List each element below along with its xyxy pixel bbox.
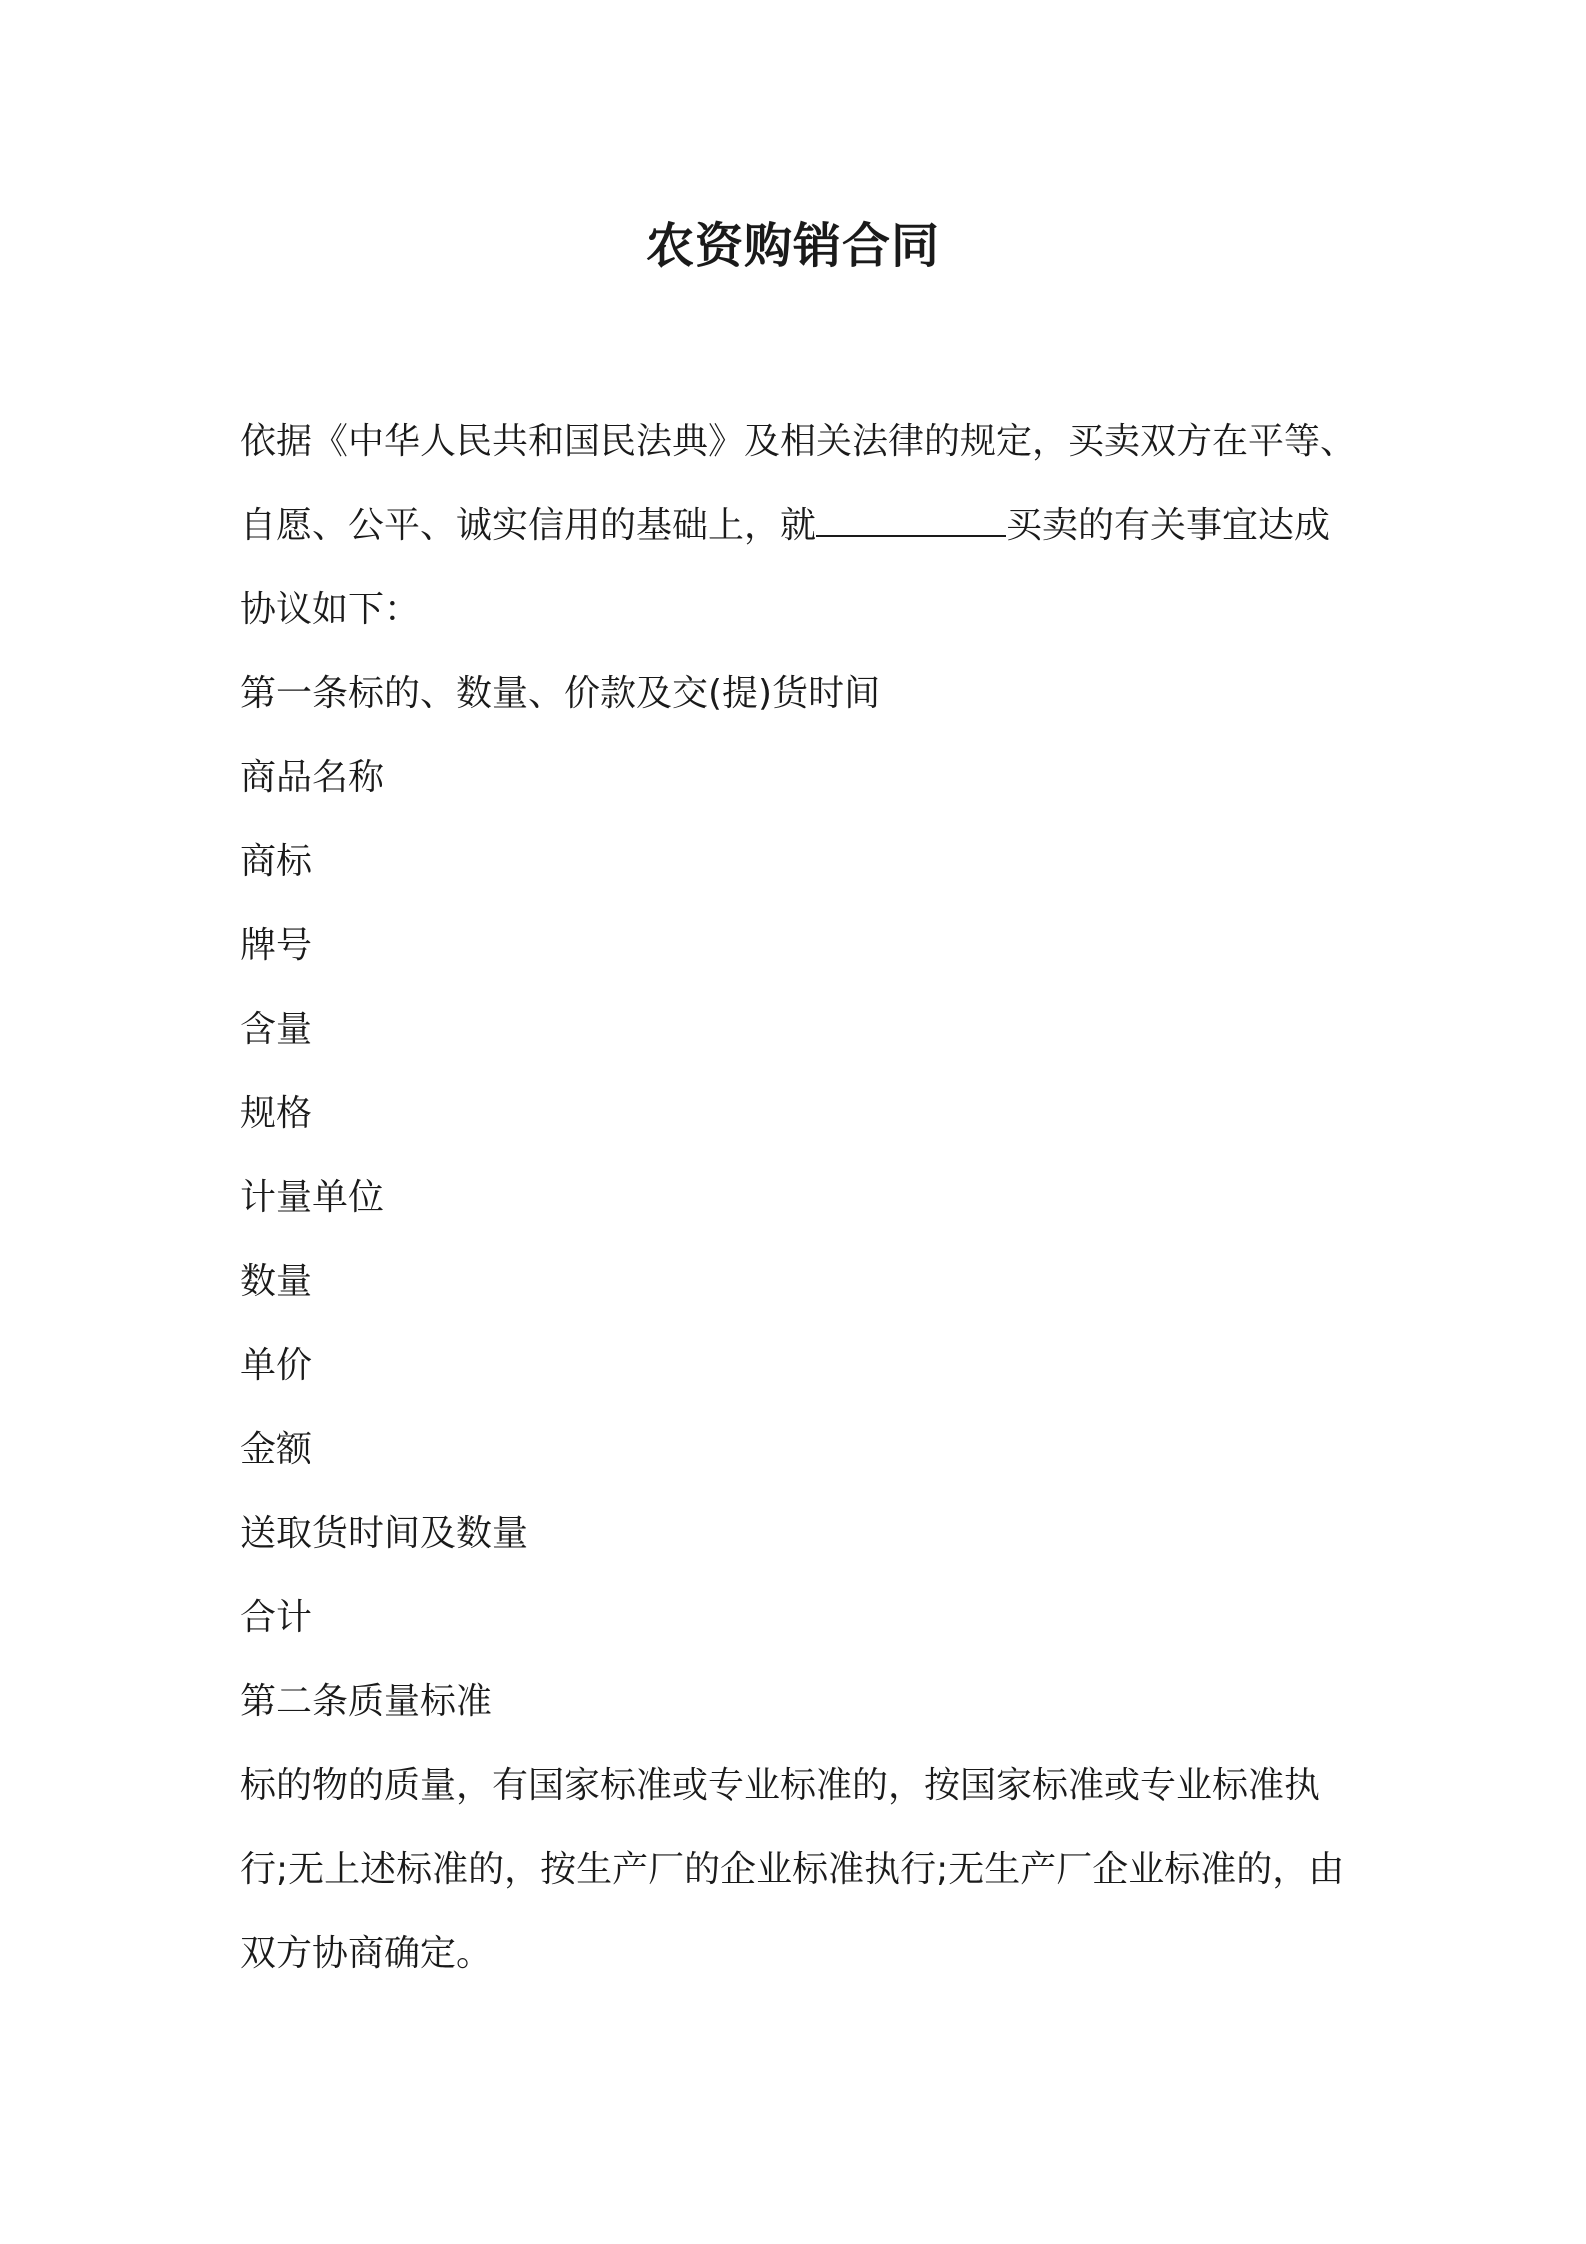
field-unit-of-measure: 计量单位 (240, 1177, 385, 1218)
field-delivery-time-and-quantity: 送取货时间及数量 (240, 1513, 529, 1554)
fill-in-blank (816, 497, 1006, 537)
article-2-heading: 第二条质量标准 (240, 1681, 493, 1722)
document-body (240, 400, 1360, 1996)
field-content: 含量 (240, 1009, 313, 1050)
intro-paragraph (240, 400, 1360, 652)
field-specification: 规格 (240, 1093, 313, 1134)
field-total: 合计 (240, 1597, 313, 1638)
article-1-heading: 第一条标的、数量、价款及交(提)货时间 (240, 673, 881, 714)
field-trademark: 商标 (240, 841, 313, 882)
intro-text-before-blank: 依据《中华人民共和国民法典》及相关法律的规定，买卖双方在平等、自愿、公平、诚实信用的基础上，就 (240, 421, 1357, 546)
document-title: 农资购销合同 (645, 218, 940, 274)
field-brand-number: 牌号 (240, 925, 313, 966)
field-amount: 金额 (240, 1429, 313, 1470)
field-quantity: 数量 (240, 1261, 313, 1302)
field-product-name: 商品名称 (240, 757, 385, 798)
field-unit-price: 单价 (240, 1345, 313, 1386)
article-2-text: 标的物的质量，有国家标准或专业标准的，按国家标准或专业标准执行;无上述标准的，按生产厂的企业标准执行;无生产厂企业标准的，由双方协商确定。 (240, 1765, 1345, 1974)
intro-text-after-blank: 买卖的有关事宜达成协议如下： (240, 505, 1331, 630)
